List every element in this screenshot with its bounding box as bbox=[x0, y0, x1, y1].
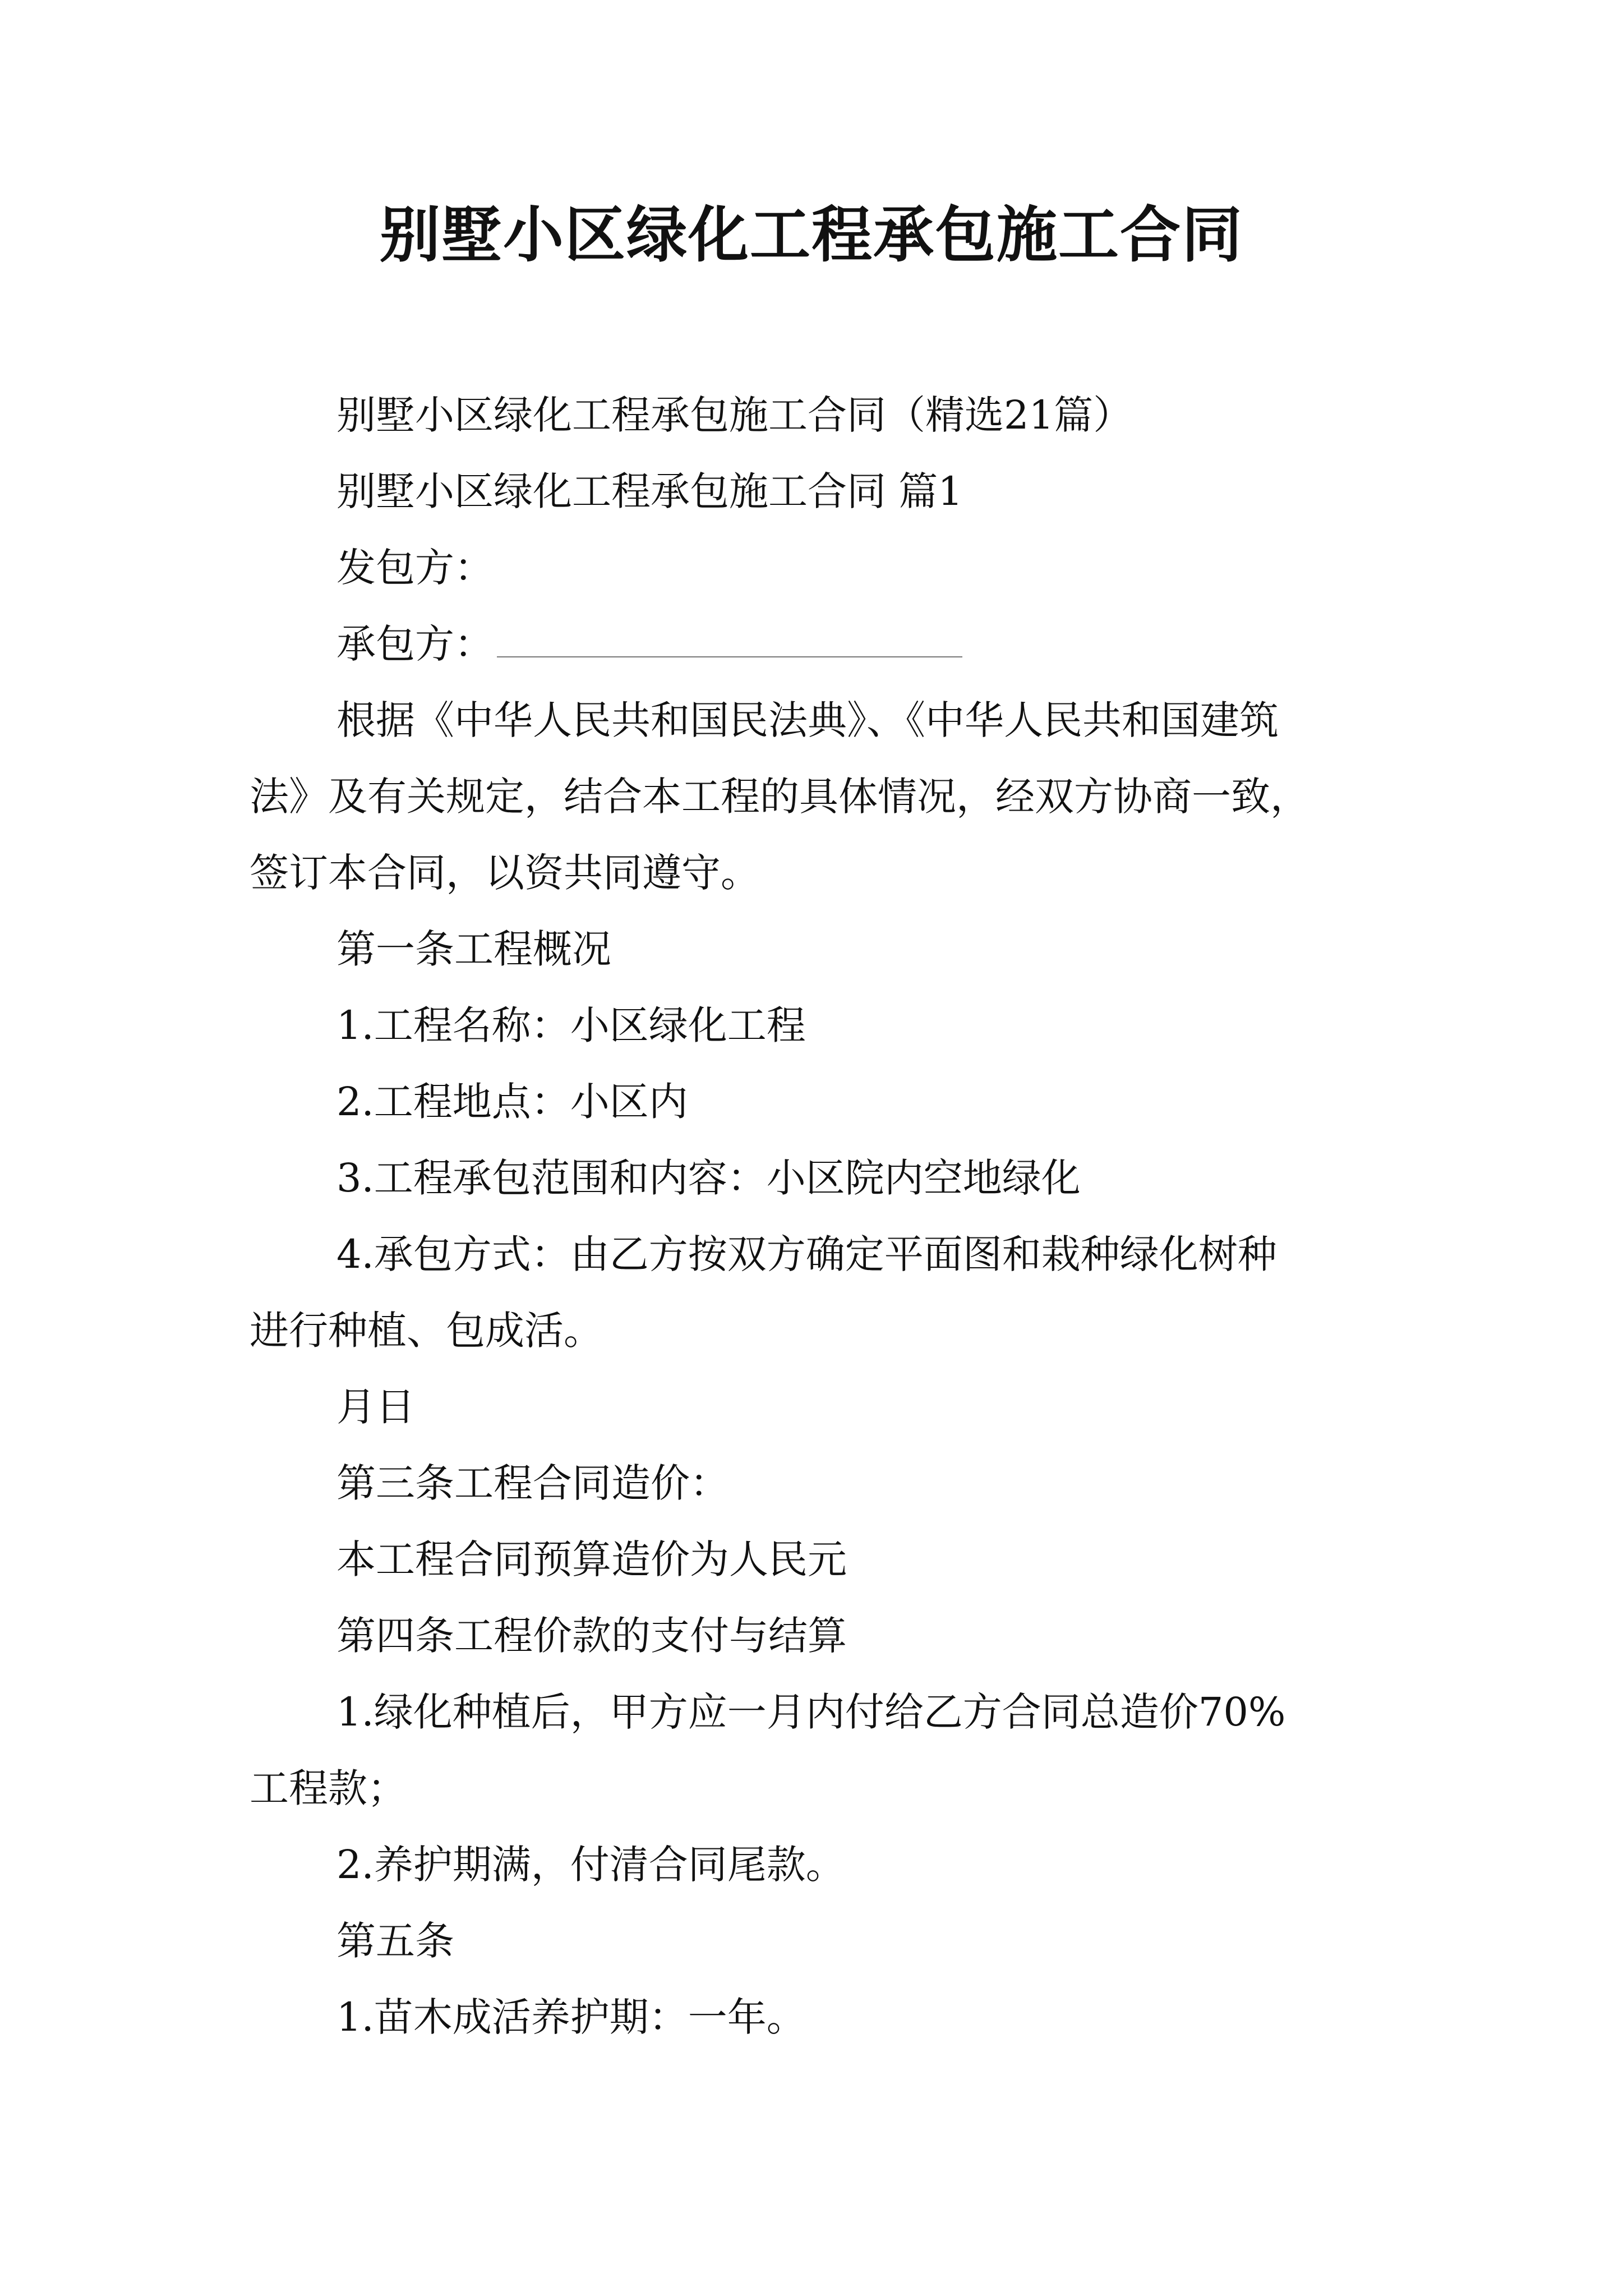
list-item: 2.工程地点：小区内 bbox=[336, 1079, 688, 1125]
article-heading: 第四条工程价款的支付与结算 bbox=[336, 1613, 847, 1659]
party-b-label: 承包方： bbox=[336, 621, 494, 667]
list-item: 1.绿化种植后，甲方应一月内付给乙方合同总造价70% bbox=[336, 1689, 1286, 1735]
paragraph-line: 月日 bbox=[336, 1384, 415, 1430]
list-item-continuation: 进行种植、包成活。 bbox=[250, 1308, 603, 1354]
article-heading: 第五条 bbox=[336, 1918, 454, 1964]
paragraph-line: 签订本合同，以资共同遵守。 bbox=[250, 850, 760, 896]
list-item: 3.工程承包范围和内容：小区院内空地绿化 bbox=[336, 1155, 1081, 1201]
paragraph-line: 法》及有关规定，结合本工程的具体情况，经双方协商一致， bbox=[250, 774, 1310, 820]
party-b-line bbox=[336, 616, 962, 672]
subtitle-line: 别墅小区绿化工程承包施工合同（精选21篇） bbox=[336, 392, 1133, 438]
list-item-continuation: 工程款； bbox=[250, 1765, 407, 1811]
section-heading: 别墅小区绿化工程承包施工合同 篇1 bbox=[336, 468, 963, 514]
list-item: 1.苗木成活养护期：一年。 bbox=[336, 1994, 806, 2040]
paragraph-line: 本工程合同预算造价为人民元 bbox=[336, 1536, 847, 1582]
party-b-blank-line bbox=[497, 623, 962, 657]
article-heading: 第三条工程合同造价： bbox=[336, 1460, 729, 1506]
document-title: 别墅小区绿化工程承包施工合同 bbox=[379, 200, 1243, 270]
list-item: 2.养护期满，付清合同尾款。 bbox=[336, 1842, 845, 1888]
paragraph-line: 根据《中华人民共和国民法典》、《中华人民共和国建筑 bbox=[336, 697, 1279, 743]
list-item: 4.承包方式：由乙方按双方确定平面图和栽种绿化树种 bbox=[336, 1231, 1277, 1277]
party-a-label: 发包方： bbox=[336, 545, 494, 591]
list-item: 1.工程名称：小区绿化工程 bbox=[336, 1002, 806, 1048]
article-heading: 第一条工程概况 bbox=[336, 926, 611, 972]
